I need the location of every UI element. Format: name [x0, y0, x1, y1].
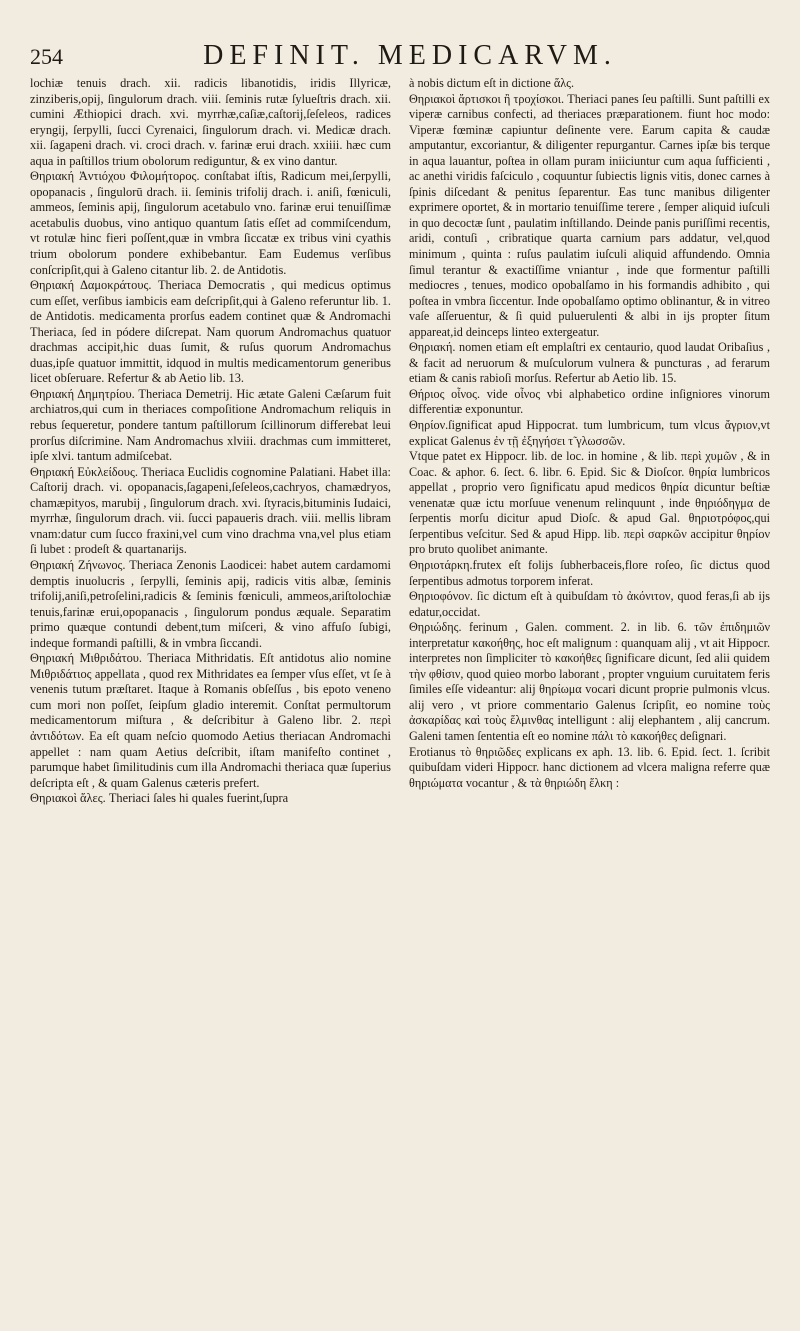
entry-paragraph: Θηριώδης. ferinum , Galen. comment. 2. in lib. 6. τῶν ἐπιδημιῶν interpretatur κακοήθης, hoc eſt malignum : quanquam alij , vt ait Hippocr. interpretes non ſimpliciter τὸ κακοήθες ſignificare dicunt, ſed alii quidem τὴν φθίσιν, quod quieo morbo laborant , propter vnguium curuitatem feris ſimiles eſſe videantur: alij θηρίωμα vocari dicunt proprie pulmonis vlcus. alij vero , vt priore commentario Galenus ſcripſit, eo nomine τοὺς ἀσκαρίδας καὶ τοὺς ἕλμινθας intelligunt : alij elephantem , alij cancrum. Galeni tamen ſententia eſt eo nomine πάλι τὸ κακοήθες deſignari.: [409, 620, 770, 743]
entry-paragraph: lochiæ tenuis drach. xii. radicis libanotidis, iridis Illyricæ, zinziberis,opij, ſingulorum drach. viii. ſeminis rutæ ſylueſtris drach. xii. cumini Æthiopici drach. xvi. myrrhæ,caſiæ,caſtorij,ſeſeleos, radices eryngij, ſerpylli, ſucci Cyrenaici, ſingulorum drach. vi. Medicæ drach. xii. ſagapeni drach. vi. croci drach. v. farinæ erui drach. xxiiii. hæc cum aqua in paſtillos trium obolorum rediguntur, & ex vino dantur.: [30, 76, 391, 168]
entry-paragraph: à nobis dictum eſt in dictione ἅλς.: [409, 76, 575, 90]
entry-paragraph: Θηρίον.ſignificat apud Hippocrat. tum lumbricum, tum vlcus ἄγριον,vt explicat Galenus ἐν τῇ ἐξηγήσει τ̃ γλωσσῶν.: [409, 418, 770, 448]
entry-paragraph: Θηριοτάρκη.frutex eſt folijs ſubherbaceis,flore roſeo, ſic dictus quod ſerpentibus admotus torporem inferat.: [409, 557, 770, 588]
entry-paragraph: Θηριοφόνον. ſic dictum eſt à quibuſdam τὸ ἀκόνιτον, quod feras,ſi ab ijs edatur,occidat.: [409, 589, 770, 619]
left-column: [30, 76, 391, 807]
entry-paragraph: Vtque patet ex Hippocr. lib. de loc. in homine , & lib. περὶ χυμῶν , & in Coac. & aphor. 6. ſect. 6. libr. 6. Epid. Sic & Dioſcor. θηρία lumbricos appellat , proprio vero ſignificatu apud medicos θηρία dicuntur beſtiæ venenatæ quæ ictu morſuue venenum relinquunt , inde θηριόδηγμα de ſerpentis morſu dicitur apud Dioſc. & apud Gal. θηριοτρόφος,qui ſerpentibus veſcitur. Sed & apud Hipp. lib. περὶ σαρκῶν accipitur θηρίον pro bruto quolibet animante.: [409, 449, 770, 557]
entry-paragraph: Θηριακή Μιθριδάτου. Theriaca Mithridatis. Eſt antidotus alio nomine Μιθριδάτιος appellata , quod rex Mithridates ea ſemper vſus eſſet, vt ſe à venenis tutum præſtaret. Itaque à Romanis obſeſſus , bis epoto veneno cum mori non poſſet, ſeipſum gladio interemit. Conſtat permultorum medicamentorum miſtura , & deſcribitur à Galeno libr. 2. περὶ ἀντιδότων. Ea eſt quam neſcio quomodo Aetius theriacan Andromachi appellet : nam quam Aetius deſcribit, iſtam manifeſto continet , parumque habet ſimilitudinis cum illa Andromachi theriaca quæ ſuperius deſcripta eſt , & quam Galenus cæteris prefert.: [30, 651, 391, 790]
entry-paragraph: Θηριακή Δημητρίου. Theriaca Demetrij. Hic ætate Galeni Cæſarum fuit archiatros,qui cum in theriaces compoſitione Andromachum reliquis in rebus ſequeretur, pondere tantum paſtillorum ſcillinorum differebat leui prorſus diſcrimine. Nam Andromachus xlviii. drachmas cum immitteret, ipſe xlvi. tantum admiſcebat.: [30, 386, 391, 464]
entry-paragraph: Θηριακή Δαμοκράτους. Theriaca Democratis , qui medicus optimus cum eſſet, verſibus iambicis eam deſcripſit,qui à Galeno referuntur lib. 1. de Antidotis. medicamenta prorſus eadem continet quæ & Andromachi Theriaca, ſed in pódere diſcrepat. Nam quorum Andromachus quatuor drachmas accipit,hic duas ſumit, & ruſus quorum Andromachus duas,ipſe quatuor immittit, idquod in multis medicamentorum generibus licet obſeruare. Refertur & ab Aetio lib. 13.: [30, 278, 391, 386]
running-title: DEFINIT. MEDICARVM.: [203, 40, 617, 71]
page-number: 254: [30, 44, 63, 69]
entry-paragraph: Θηριακή Ζήνωνος. Theriaca Zenonis Laodicei: habet autem cardamomi demptis inuolucris , ſerpylli, ſeminis apij, radicis vitis albæ, ſeminis trifolij,aniſi,petroſelini,radicis & ſeminis fœniculi, ammeos,ariſtolochiæ tenuis,farinæ erui,opopanacis , ſingulorum pondus æquale. Separatim primo quæque contundi debent,tum miſceri, & vino affuſo ſubigi, indeque formandi paſtilli, & in vmbra ſiccandi.: [30, 557, 391, 650]
entry-paragraph: Erotianus τὸ θηριῶδες explicans ex aph. 13. lib. 6. Epid. ſect. 1. ſcribit quibuſdam videri Hippocr. hanc dictionem ad vlcera maligna referre quæ θηριώματα vocantur , & τὰ θηριώδη ἕλκη :: [409, 744, 770, 790]
page-header: [30, 40, 770, 74]
entry-paragraph: Θηριακοὶ ἅλες. Theriaci ſales hi quales fuerint,ſupra: [30, 791, 289, 806]
entry-paragraph: Θηριακοὶ ἄρτισκοι ἢ τροχίσκοι. Theriaci panes ſeu paſtilli. Sunt paſtilli ex viperæ carnibus confecti, ad theriaces præparationem. fiunt hoc modo: Viperæ fœminæ capiuntur deſinente vere. Earum capita & caudæ amputantur, excoriantur, & diligenter repurgantur. Carnes ipſæ bis terque in aqua lauantur, poſtea in ollam puram iniiciuntur cum aqua ſufficienti , ac anethi viridis faſciculo , coquuntur ſubiectis lignis vitis, donec carnes à ſpinis diſcedant & penitus ſeparentur. Eas tunc manibus diligenter exprimere oportet, & in mortario tenuiſſime terere , ſemper aliquid iuſculi in quo decoctæ ſunt , paulatim inſtillando. Deinde panis puriſſimi recentis, aridi, contuſi , cribratique quarta carnium pars addatur, vel,quod minimum , quinta : ruſus paulatim iuſculi aliquid affundendo. Omnia ſimul terantur & exactiſſime vniantur , inde que formentur paſtilli mediocres , tenues, modico opobalſamo in his formandis adhibito , qui poſtea in vmbra ſiccentur. Inde opobalſamo optimo oblinantur, & in vitreo vaſe aſſeruentur, & ſi quid puluerulenti & albi in ijs propter ſitum appareat,id deinceps linteo extergeatur.: [409, 91, 770, 339]
entry-paragraph: Θηριακή Ἀντιόχου Φιλομήτορος. conſtabat iſtis, Radicum mei,ſerpylli, opopanacis , ſingulorū drach. ii. ſeminis trifolij drach. i. aniſi, fœniculi, ammeos, ſeminis apij, ſingulorum acetabulo vno. farinæ erui tenuiſſimæ acetabulis duobus, vino antiquo quantum ſatis eſſet ad commiſcendum, vt rotulæ hinc fieri poſſent,quæ in vmbra ſiccatæ ex tribus vini cyathis trium obolorum pondere exhibebantur. Eam Eudemus verſibus conſcripſit,qui à Galeno citantur lib. 2. de Antidotis.: [30, 169, 391, 277]
entry-paragraph: Θήριος οἶνος. vide οἶνος vbi alphabetico ordine inſigniores vinorum differentiæ exponuntur.: [409, 386, 770, 417]
text-columns: [30, 76, 770, 807]
right-column: [409, 76, 770, 807]
entry-paragraph: Θηριακή. nomen etiam eſt emplaſtri ex centaurio, quod laudat Oribaſius , & facit ad neruorum & muſculorum vulnera & puncturas , ad ferarum etiam & canis rabioſi morſus. Refertur ab Aetio lib. 15.: [409, 340, 770, 386]
entry-paragraph: Θηριακή Εὐκλείδους. Theriaca Euclidis cognomine Palatiani. Habet illa: Caſtorij drach. vi. opopanacis,ſagapeni,ſeſeleos,cachryos, chamædryos, chamæpityos, marubij , ſingulorum drach. xvi. ſtyracis,bituminis Iudaici, myrrhæ, ſingulorum drach. vii. ſucci papaueris drach. viii. mellis libram vnam:datur cum ſucco fraxini,vel cum vino drachma vna,vel plus etiam ſi lubet : prodeſt & quartanarijs.: [30, 464, 391, 557]
